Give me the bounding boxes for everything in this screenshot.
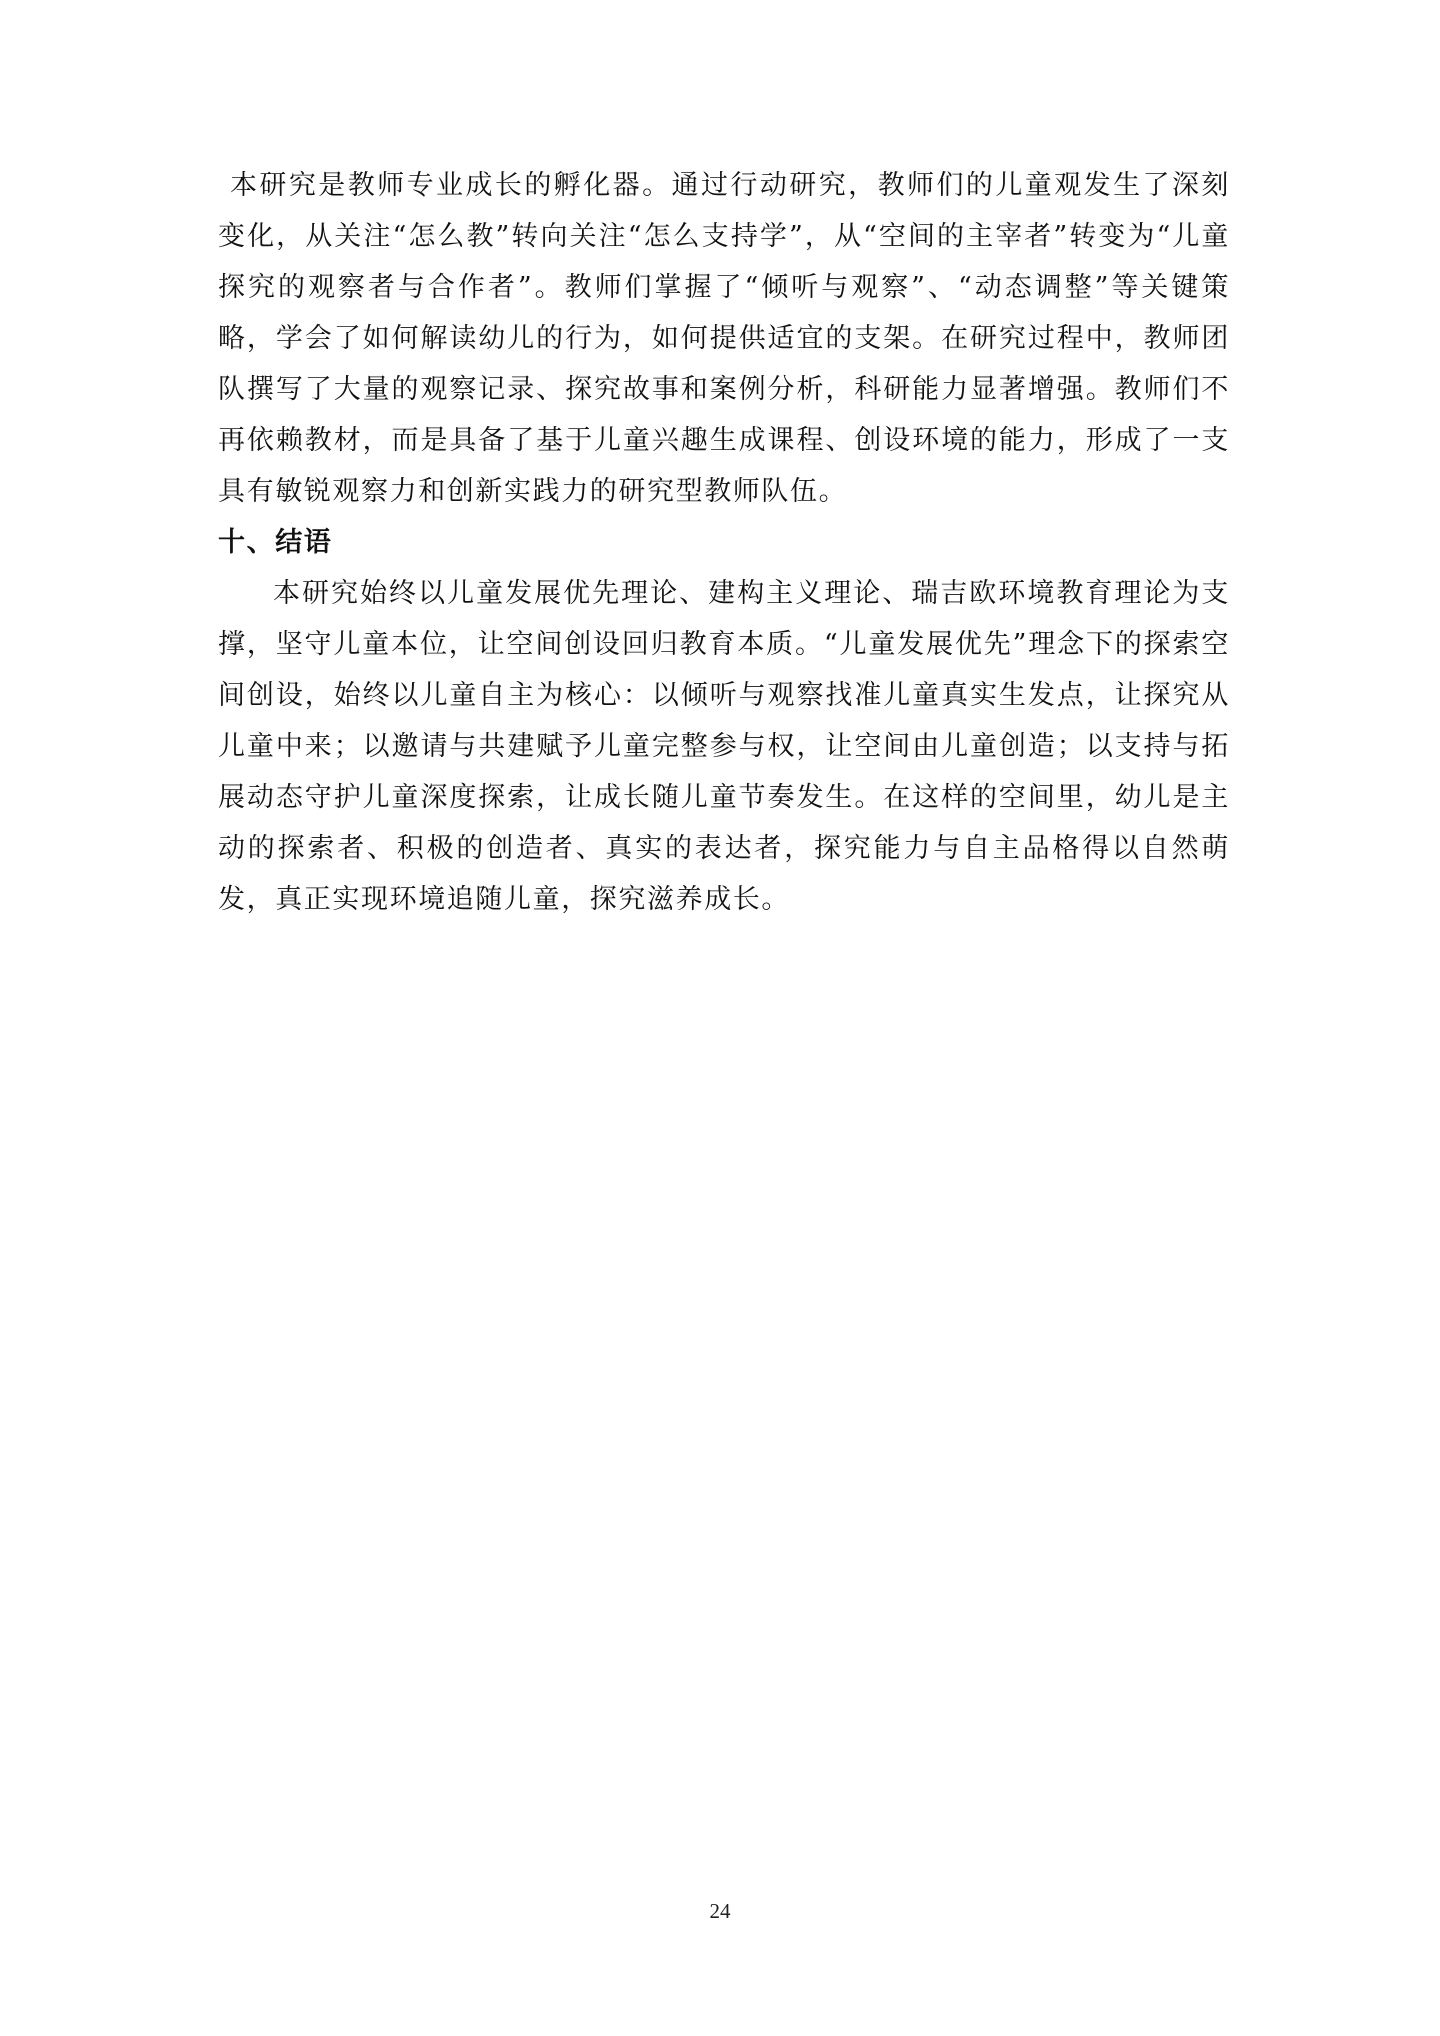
body-paragraph: 本研究始终以儿童发展优先理论、建构主义理论、瑞吉欧环境教育理论为支撑，坚守儿童本位，让空间创设回归教育本质。“儿童发展优先”理念下的探索空间创设，始终以儿童自主为核心：以倾听与观察找准儿童真实生发点，让探究从儿童中来；以邀请与共建赋予儿童完整参与权，让空间由儿童创造；以支持与拓展动态守护儿童深度探索，让成长随儿童节奏发生。在这样的空间里，幼儿是主动的探索者、积极的创造者、真实的表达者，探究能力与自主品格得以自然萌发，真正实现环境追随儿童，探究滋养成长。 [218, 578, 1230, 915]
body-paragraph: 本研究是教师专业成长的孵化器。通过行动研究，教师们的儿童观发生了深刻变化，从关注“怎么教”转向关注“怎么支持学”，从“空间的主宰者”转变为“儿童探究的观察者与合作者”。教师们掌握了“倾听与观察”、“动态调整”等关键策略，学会了如何解读幼儿的行为，如何提供适宜的支架。在研究过程中，教师团队撰写了大量的观察记录、探究故事和案例分析，科研能力显著增强。教师们不再依赖教材，而是具备了基于儿童兴趣生成课程、创设环境的能力，形成了一支具有敏锐观察力和创新实践力的研究型教师队伍。 [218, 170, 1230, 507]
page-number: 24 [709, 1899, 731, 1923]
section-heading: 十、结语 [218, 527, 333, 558]
page-body [218, 160, 1230, 925]
